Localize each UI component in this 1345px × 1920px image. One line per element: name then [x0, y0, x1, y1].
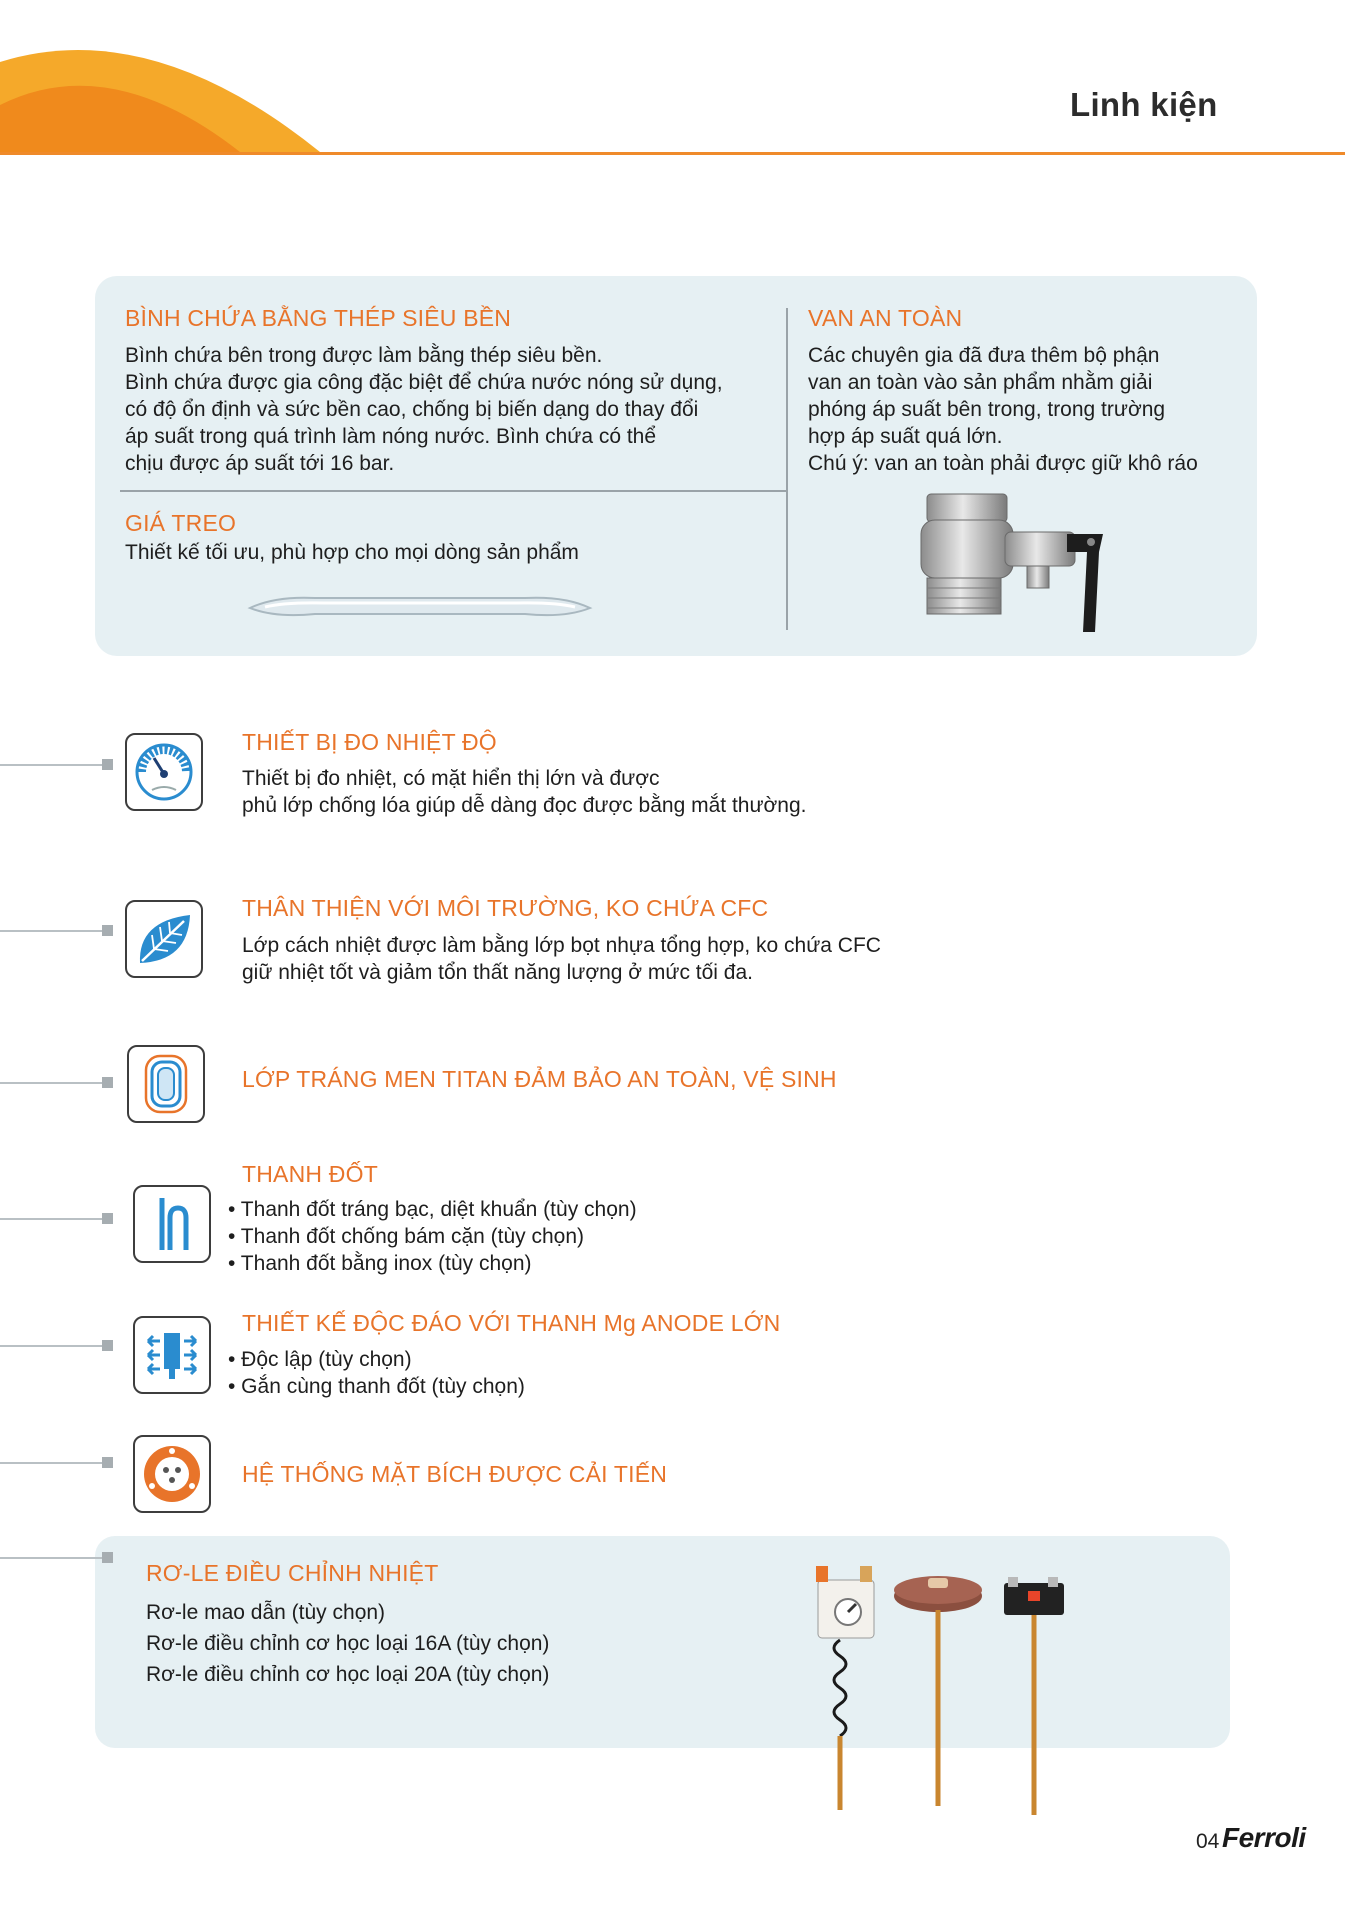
brand-logo: Ferroli [1222, 1822, 1306, 1853]
anode-icon [133, 1316, 211, 1394]
feature-title: THÂN THIỆN VỚI MÔI TRƯỜNG, KO CHỨA CFC [242, 895, 769, 921]
feature-connector-line [0, 930, 106, 932]
feature-description: Thiết bị đo nhiệt, có mặt hiển thị lớn và được phủ lớp chống lóa giúp dễ dàng đọc được bằng mắt thường. [242, 767, 807, 817]
valve-description: Các chuyên gia đã đưa thêm bộ phận van an toàn vào sản phẩm nhằm giải phóng áp suất bên trong, trong trường hợp áp suất quá lớn. Chú ý: van an toàn phải được giữ khô ráo [808, 344, 1198, 475]
panel-horizontal-divider [120, 490, 787, 492]
feature-connector-dot [102, 1457, 113, 1468]
feature-description: • Thanh đốt tráng bạc, diệt khuẩn (tùy chọn) • Thanh đốt chống bám cặn (tùy chọn) • Thanh đốt bằng inox (tùy chọn) [228, 1198, 637, 1275]
header-divider [0, 152, 1345, 155]
feature-title: THIẾT KẾ ĐỘC ĐÁO VỚI THANH Mg ANODE LỚN [242, 1310, 781, 1336]
feature-title: LỚP TRÁNG MEN TITAN ĐẢM BẢO AN TOÀN, VỆ SINH [242, 1066, 837, 1092]
mounting-bracket-image [245, 588, 595, 624]
feature-description: Lớp cách nhiệt được làm bằng lớp bọt nhựa tổng hợp, ko chứa CFC giữ nhiệt tốt và giảm tổn thất năng lượng ở mức tối đa. [242, 934, 881, 984]
tank-description: Bình chứa bên trong được làm bằng thép siêu bền. Bình chứa được gia công đặc biệt để chứa nước nóng sử dụng, có độ ổn định và sức bền cao, chống bị biến dạng do thay đổi áp suất trong quá trình làm nóng nước. Bình chứa có thể chịu được áp suất tới 16 bar. [125, 344, 723, 475]
page-title: Linh kiện [1070, 86, 1218, 123]
leaf-icon [125, 900, 203, 978]
bracket-description: Thiết kế tối ưu, phù hợp cho mọi dòng sản phẩm [125, 541, 579, 564]
feature-connector-dot [102, 925, 113, 936]
feature-connector-dot [102, 1552, 113, 1563]
feature-connector-dot [102, 759, 113, 770]
feature-title: HỆ THỐNG MẶT BÍCH ĐƯỢC CẢI TIẾN [242, 1461, 668, 1487]
feature-title: THIẾT BỊ ĐO NHIỆT ĐỘ [242, 729, 497, 755]
heating-element-icon [133, 1185, 211, 1263]
feature-connector-dot [102, 1340, 113, 1351]
feature-connector-line [0, 1218, 106, 1220]
thermostat-title: RƠ-LE ĐIỀU CHỈNH NHIỆT [146, 1560, 439, 1586]
capillary-thermostat-image [810, 1560, 890, 1820]
bracket-title: GIÁ TREO [125, 510, 237, 536]
feature-connector-line [0, 764, 106, 766]
panel-vertical-divider [786, 308, 788, 630]
enamel-tank-icon [127, 1045, 205, 1123]
flange-icon [133, 1435, 211, 1513]
feature-title: THANH ĐỐT [242, 1161, 378, 1187]
feature-connector-line [0, 1345, 106, 1347]
header-decoration [0, 0, 330, 156]
feature-connector-dot [102, 1213, 113, 1224]
feature-description: • Độc lập (tùy chọn) • Gắn cùng thanh đốt (tùy chọn) [228, 1348, 525, 1398]
feature-connector-line [0, 1557, 106, 1559]
safety-valve-image [905, 492, 1120, 642]
feature-connector-line [0, 1082, 106, 1084]
mechanical-thermostat-16a-image [890, 1570, 990, 1815]
feature-connector-line [0, 1462, 106, 1464]
tank-title: BÌNH CHỨA BẰNG THÉP SIÊU BỀN [125, 305, 512, 331]
valve-title: VAN AN TOÀN [808, 305, 963, 331]
page-number: 04 [1196, 1830, 1220, 1853]
thermostat-description: Rơ-le mao dẫn (tùy chọn) Rơ-le điều chỉnh cơ học loại 16A (tùy chọn) Rơ-le điều chỉnh cơ học loại 20A (tùy chọn) [146, 1601, 550, 1686]
feature-connector-dot [102, 1077, 113, 1088]
thermometer-gauge-icon [125, 733, 203, 811]
mechanical-thermostat-20a-image [1000, 1575, 1070, 1820]
